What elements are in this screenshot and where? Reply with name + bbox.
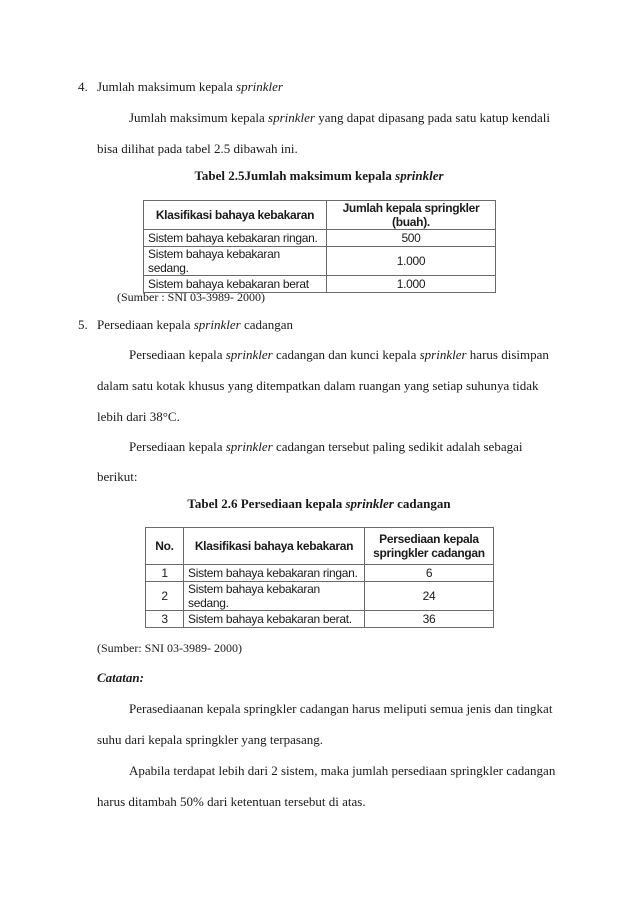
table-cell: 1.000 bbox=[327, 276, 496, 293]
table-2-6-caption: Tabel 2.6 Persediaan kepala sprinkler cadangan bbox=[187, 496, 451, 511]
item-5-paragraph1-line2: dalam satu kotak khusus yang ditempatkan dalam ruangan yang setiap suhunya tidak bbox=[97, 378, 539, 393]
table-2-6 bbox=[145, 527, 494, 628]
table-cell: 3 bbox=[146, 611, 184, 628]
table-header-cell: Persediaan kepala springkler cadangan bbox=[365, 528, 494, 565]
table-cell: 1 bbox=[146, 565, 184, 582]
note-paragraph2-line1: Apabila terdapat lebih dari 2 sistem, maka jumlah persediaan springkler cadangan bbox=[129, 763, 556, 778]
table-row bbox=[146, 565, 494, 582]
item-4-paragraph-line2: bisa dilihat pada tabel 2.5 dibawah ini. bbox=[97, 141, 298, 156]
table-header-row bbox=[144, 201, 496, 230]
table-cell: 500 bbox=[327, 230, 496, 247]
table-cell: 2 bbox=[146, 582, 184, 611]
note-paragraph1-line2: suhu dari kepala springkler yang terpasang. bbox=[97, 732, 323, 747]
table-header-cell: No. bbox=[146, 528, 184, 565]
note-paragraph2-line2: harus ditambah 50% dari ketentuan tersebut di atas. bbox=[97, 794, 366, 809]
item-5-title: Persediaan kepala sprinkler cadangan bbox=[97, 317, 294, 332]
table-header-cell: Klasifikasi bahaya kebakaran bbox=[144, 201, 327, 230]
item-5-paragraph2-line2: berikut: bbox=[97, 469, 138, 484]
item-5-paragraph1-line1: Persediaan kepala sprinkler cadangan dan kunci kepala sprinkler harus disimpan bbox=[129, 347, 549, 362]
item-4-title: Jumlah maksimum kepala sprinkler bbox=[97, 79, 283, 94]
table-row bbox=[144, 230, 496, 247]
table-cell: 24 bbox=[365, 582, 494, 611]
table-row bbox=[144, 247, 496, 276]
table-cell: 1.000 bbox=[327, 247, 496, 276]
table-2-5-caption: Tabel 2.5Jumlah maksimum kepala sprinkler bbox=[194, 168, 444, 183]
table-header-row bbox=[146, 528, 494, 565]
note-heading: Catatan: bbox=[97, 670, 144, 685]
item-4-paragraph-line1: Jumlah maksimum kepala sprinkler yang dapat dipasang pada satu katup kendali bbox=[129, 110, 550, 125]
table-cell: Sistem bahaya kebakaran sedang. bbox=[184, 582, 365, 611]
table-2-5-source: (Sumber : SNI 03-3989- 2000) bbox=[117, 290, 265, 304]
table-header-cell: Klasifikasi bahaya kebakaran bbox=[184, 528, 365, 565]
item-4-number: 4. bbox=[78, 79, 88, 94]
item-5-paragraph1-line3: lebih dari 38°C. bbox=[97, 409, 180, 424]
item-5-paragraph2-line1: Persediaan kepala sprinkler cadangan tersebut paling sedikit adalah sebagai bbox=[129, 439, 523, 454]
table-row bbox=[146, 611, 494, 628]
table-cell: Sistem bahaya kebakaran berat. bbox=[184, 611, 365, 628]
table-cell: Sistem bahaya kebakaran sedang. bbox=[144, 247, 327, 276]
table-2-6-source: (Sumber: SNI 03-3989- 2000) bbox=[97, 641, 242, 655]
table-cell: Sistem bahaya kebakaran ringan. bbox=[184, 565, 365, 582]
table-cell: 6 bbox=[365, 565, 494, 582]
note-paragraph1-line1: Perasediaanan kepala springkler cadangan harus meliputi semua jenis dan tingkat bbox=[129, 701, 553, 716]
table-cell: Sistem bahaya kebakaran ringan. bbox=[144, 230, 327, 247]
table-row bbox=[146, 582, 494, 611]
table-2-5 bbox=[143, 200, 496, 293]
item-5-number: 5. bbox=[78, 317, 88, 332]
table-cell: Sistem bahaya kebakaran berat bbox=[144, 276, 327, 293]
table-cell: 36 bbox=[365, 611, 494, 628]
table-header-cell: Jumlah kepala springkler (buah). bbox=[327, 201, 496, 230]
